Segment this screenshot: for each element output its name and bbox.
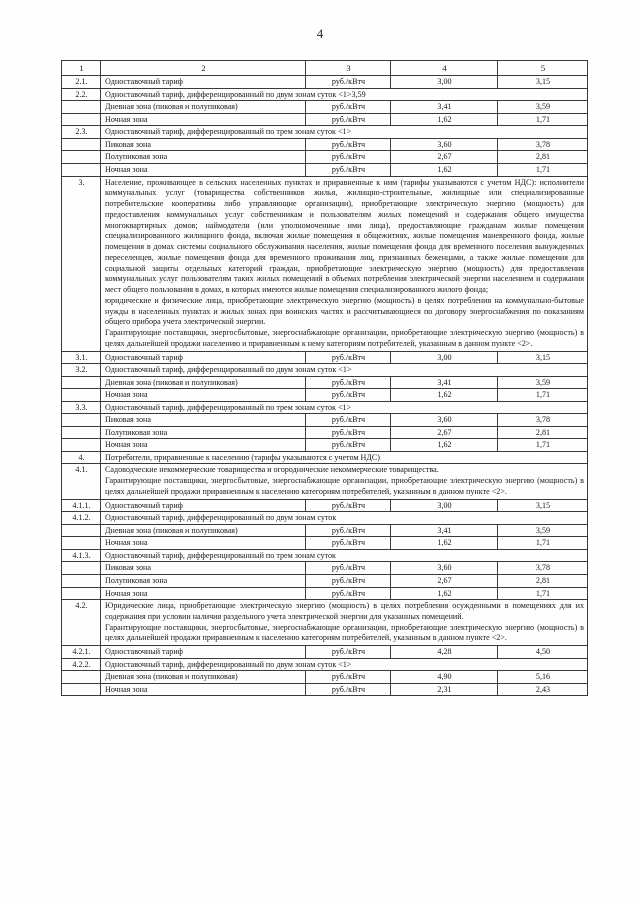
row-value-col4: 3,00 <box>391 76 498 89</box>
row-value-col5: 3,15 <box>498 76 588 89</box>
table-row <box>62 414 588 427</box>
column-number-2: 2 <box>101 61 306 76</box>
table-row <box>62 101 588 114</box>
row-value-col4: 3,41 <box>391 101 498 114</box>
column-number-3: 3 <box>306 61 391 76</box>
row-unit: руб./кВтч <box>306 389 391 402</box>
row-unit: руб./кВтч <box>306 524 391 537</box>
row-number: 4.1.1. <box>62 499 101 512</box>
paragraph: Гарантирующие поставщики, энергосбытовые, энергоснабжающие организации, приобретающие электрическую энергию (мощность) в целях дальнейшей продажи населению и приравненным к нему категориям потребителей, указанным в данном пункте <2>. <box>105 328 584 348</box>
row-value-col5: 3,15 <box>498 351 588 364</box>
table-row <box>62 76 588 89</box>
row-number <box>62 574 101 587</box>
row-number <box>62 151 101 164</box>
row-number: 4.1.2. <box>62 512 101 525</box>
table-row <box>62 537 588 550</box>
row-value-col4: 1,62 <box>391 113 498 126</box>
row-label: Ночная зона <box>101 537 306 550</box>
row-value-col5: 4,50 <box>498 646 588 659</box>
table-row <box>62 351 588 364</box>
row-unit: руб./кВтч <box>306 351 391 364</box>
table-row <box>62 151 588 164</box>
row-number: 2.3. <box>62 126 101 139</box>
table-row <box>62 600 588 646</box>
table-row <box>62 364 588 377</box>
row-number: 2.2. <box>62 88 101 101</box>
row-number: 4.1.3. <box>62 549 101 562</box>
row-label: Дневная зона (пиковая и полупиковая) <box>101 101 306 114</box>
row-unit: руб./кВтч <box>306 138 391 151</box>
row-value-col4: 1,62 <box>391 389 498 402</box>
page-number: 4 <box>316 26 324 41</box>
row-label: Ночная зона <box>101 439 306 452</box>
row-label: Ночная зона <box>101 683 306 696</box>
table-row <box>62 126 588 139</box>
row-value-col5: 3,78 <box>498 562 588 575</box>
row-label: Ночная зона <box>101 113 306 126</box>
row-unit: руб./кВтч <box>306 562 391 575</box>
row-value-col5: 3,78 <box>498 138 588 151</box>
row-label: Потребители, приравненные к населению (тарифы указываются с учетом НДС) <box>101 451 588 464</box>
row-value-col5: 3,15 <box>498 499 588 512</box>
row-number <box>62 376 101 389</box>
row-number <box>62 113 101 126</box>
row-number <box>62 439 101 452</box>
row-value-col4: 2,31 <box>391 683 498 696</box>
table-row <box>62 683 588 696</box>
row-unit: руб./кВтч <box>306 671 391 684</box>
table-row <box>62 499 588 512</box>
column-number-5: 5 <box>498 61 588 76</box>
row-unit: руб./кВтч <box>306 646 391 659</box>
row-number <box>62 138 101 151</box>
row-unit: руб./кВтч <box>306 101 391 114</box>
paragraph: Садоводческие некоммерческие товарищества и огороднические некоммерческие товарищества. <box>105 465 439 475</box>
row-label: Дневная зона (пиковая и полупиковая) <box>101 671 306 684</box>
row-paragraph-block <box>101 600 588 646</box>
row-unit: руб./кВтч <box>306 151 391 164</box>
row-number: 3.2. <box>62 364 101 377</box>
row-value-col5: 3,78 <box>498 414 588 427</box>
row-label: Одноставочный тариф, дифференцированный по двум зонам суток <box>101 512 588 525</box>
row-number: 4. <box>62 451 101 464</box>
row-label: Пиковая зона <box>101 562 306 575</box>
table-row <box>62 464 588 499</box>
row-value-col4: 1,62 <box>391 163 498 176</box>
table-row <box>62 401 588 414</box>
row-unit: руб./кВтч <box>306 587 391 600</box>
column-number-1: 1 <box>62 61 101 76</box>
row-number <box>62 671 101 684</box>
row-value-col4: 3,00 <box>391 499 498 512</box>
row-label: Одноставочный тариф, дифференцированный по трем зонам суток <1> <box>101 401 588 414</box>
row-label: Пиковая зона <box>101 138 306 151</box>
table-row <box>62 562 588 575</box>
row-value-col4: 1,62 <box>391 439 498 452</box>
row-value-col4: 4,90 <box>391 671 498 684</box>
row-label: Одноставочный тариф, дифференцированный по двум зонам суток <1> <box>101 364 588 377</box>
row-unit: руб./кВтч <box>306 537 391 550</box>
table-row <box>62 163 588 176</box>
row-label: Одноставочный тариф <box>101 646 306 659</box>
row-number: 3.1. <box>62 351 101 364</box>
row-number: 3.3. <box>62 401 101 414</box>
row-value-col5: 1,71 <box>498 537 588 550</box>
row-number <box>62 562 101 575</box>
row-label: Дневная зона (пиковая и полупиковая) <box>101 376 306 389</box>
row-value-col4: 3,60 <box>391 562 498 575</box>
row-value-col5: 3,59 <box>498 101 588 114</box>
row-unit: руб./кВтч <box>306 683 391 696</box>
row-number <box>62 587 101 600</box>
row-number: 4.2.1. <box>62 646 101 659</box>
row-label: Одноставочный тариф <box>101 351 306 364</box>
table-row <box>62 88 588 101</box>
table-row <box>62 549 588 562</box>
row-unit: руб./кВтч <box>306 414 391 427</box>
tariff-table <box>61 60 588 696</box>
row-number: 4.2.2. <box>62 658 101 671</box>
row-value-col5: 1,71 <box>498 113 588 126</box>
row-label: Дневная зона (пиковая и полупиковая) <box>101 524 306 537</box>
table-row <box>62 113 588 126</box>
table-row <box>62 451 588 464</box>
row-unit: руб./кВтч <box>306 376 391 389</box>
row-value-col5: 5,16 <box>498 671 588 684</box>
row-value-col4: 3,41 <box>391 376 498 389</box>
row-paragraph-block <box>101 176 588 351</box>
row-number: 2.1. <box>62 76 101 89</box>
row-label: Одноставочный тариф, дифференцированный по трем зонам суток <box>101 549 588 562</box>
row-unit: руб./кВтч <box>306 76 391 89</box>
row-number: 4.2. <box>62 600 101 646</box>
table-row <box>62 524 588 537</box>
row-unit: руб./кВтч <box>306 439 391 452</box>
row-label: Одноставочный тариф, дифференцированный по трем зонам суток <1> <box>101 126 588 139</box>
row-label: Ночная зона <box>101 389 306 402</box>
row-value-col4: 2,67 <box>391 426 498 439</box>
row-unit: руб./кВтч <box>306 499 391 512</box>
table-row <box>62 574 588 587</box>
row-label: Одноставочный тариф, дифференцированный по двум зонам суток <1> <box>101 658 588 671</box>
row-value-col5: 2,43 <box>498 683 588 696</box>
row-value-col4: 1,62 <box>391 587 498 600</box>
column-number-4: 4 <box>391 61 498 76</box>
row-value-col5: 1,71 <box>498 163 588 176</box>
row-label: Полупиковая зона <box>101 574 306 587</box>
row-label: Полупиковая зона <box>101 151 306 164</box>
row-number <box>62 414 101 427</box>
table-row <box>62 426 588 439</box>
table-row <box>62 138 588 151</box>
row-label: Ночная зона <box>101 587 306 600</box>
row-number <box>62 524 101 537</box>
row-value-col5: 3,59 <box>498 376 588 389</box>
table-row <box>62 671 588 684</box>
row-label: Полупиковая зона <box>101 426 306 439</box>
row-label: Пиковая зона <box>101 414 306 427</box>
paragraph: Юридические лица, приобретающие электрическую энергию (мощность) в целях потребления осужденными в помещениях для их содержания при условии наличия раздельного учета электрической энергии для указанных помещений. <box>105 601 584 621</box>
row-value-col5: 2,81 <box>498 574 588 587</box>
paragraph: юридические и физические лица, приобретающие электрическую энергию (мощность) в целях потребления на коммунально-бытовые нужды в населенных пунктах и жилых зонах при воинских частях и рассчитывающиеся по договору энергоснабжения по показаниям общего прибора учета электрической энергии. <box>105 295 584 327</box>
table-row <box>62 389 588 402</box>
row-number <box>62 683 101 696</box>
row-unit: руб./кВтч <box>306 163 391 176</box>
table-row <box>62 176 588 351</box>
table-header-row <box>62 61 588 76</box>
row-number <box>62 537 101 550</box>
row-value-col5: 1,71 <box>498 587 588 600</box>
paragraph: Гарантирующие поставщики, энергосбытовые, энергоснабжающие организации, приобретающие электрическую энергию (мощность) в целях дальнейшей продажи приравненным к населению категориям потребителей, указанным в данном пункте <2>. <box>105 622 584 643</box>
row-unit: руб./кВтч <box>306 574 391 587</box>
table-row <box>62 658 588 671</box>
table-row <box>62 512 588 525</box>
paragraph: Гарантирующие поставщики, энергосбытовые, энергоснабжающие организации, приобретающие электрическую энергию (мощность) в целях дальнейшей продажи приравненным к населению категориям потребителей, указанным в данном пункте <2>. <box>105 476 584 496</box>
row-value-col4: 2,67 <box>391 574 498 587</box>
row-value-col5: 3,59 <box>498 524 588 537</box>
row-label: Ночная зона <box>101 163 306 176</box>
paragraph: Население, проживающее в сельских населенных пунктах и приравненные к ним (тарифы указываются с учетом НДС): исполнители коммунальных услуг (товарищества собственников жилья, жилищно-строительные, жилищные или специализированные потребительские кооперативы либо управляющие организации), приобретающие электрическую энергию (мощность) для предоставления коммунальных услуг собственникам и пользователям жилых помещений и содержания общего имущества многоквартирных домов; наймодатели (или уполномоченные ими лица), предоставляющие гражданам жилые помещения специализированного жилищного фонда, включая жилые помещения в общежитиях, жилые помещения маневренного фонда, жилые помещения в домах системы социального обслуживания населения, жилые помещения фонда для временного поселения вынужденных переселенцев, жилые помещения фонда для временного проживания лиц, признанных беженцами, а также жилые помещения для социальной защиты отдельных категорий граждан, приобретающие электрическую энергию (мощность) для предоставления коммунальных услуг пользователям таких жилых помещений в объемах потребления электрической энергии населением и содержания мест общего пользования в домах, в которых имеются жилые помещения специализированного жилого фонда; <box>105 177 584 295</box>
row-number <box>62 389 101 402</box>
row-value-col5: 2,81 <box>498 426 588 439</box>
table-row <box>62 376 588 389</box>
row-value-col4: 3,00 <box>391 351 498 364</box>
row-label: Одноставочный тариф, дифференцированный по двум зонам суток <1>3,59 <box>101 88 588 101</box>
row-unit: руб./кВтч <box>306 426 391 439</box>
row-value-col4: 3,60 <box>391 414 498 427</box>
row-value-col4: 3,60 <box>391 138 498 151</box>
row-paragraph-block <box>101 464 588 499</box>
row-value-col5: 1,71 <box>498 439 588 452</box>
table-row <box>62 587 588 600</box>
row-value-col5: 1,71 <box>498 389 588 402</box>
table-row <box>62 646 588 659</box>
row-value-col5: 2,81 <box>498 151 588 164</box>
row-value-col4: 1,62 <box>391 537 498 550</box>
row-value-col4: 3,41 <box>391 524 498 537</box>
table-row <box>62 439 588 452</box>
row-number: 3. <box>62 176 101 351</box>
row-label: Одноставочный тариф <box>101 499 306 512</box>
row-value-col4: 4,28 <box>391 646 498 659</box>
row-number <box>62 101 101 114</box>
row-number <box>62 163 101 176</box>
row-number <box>62 426 101 439</box>
row-number: 4.1. <box>62 464 101 499</box>
row-unit: руб./кВтч <box>306 113 391 126</box>
row-value-col4: 2,67 <box>391 151 498 164</box>
row-label: Одноставочный тариф <box>101 76 306 89</box>
